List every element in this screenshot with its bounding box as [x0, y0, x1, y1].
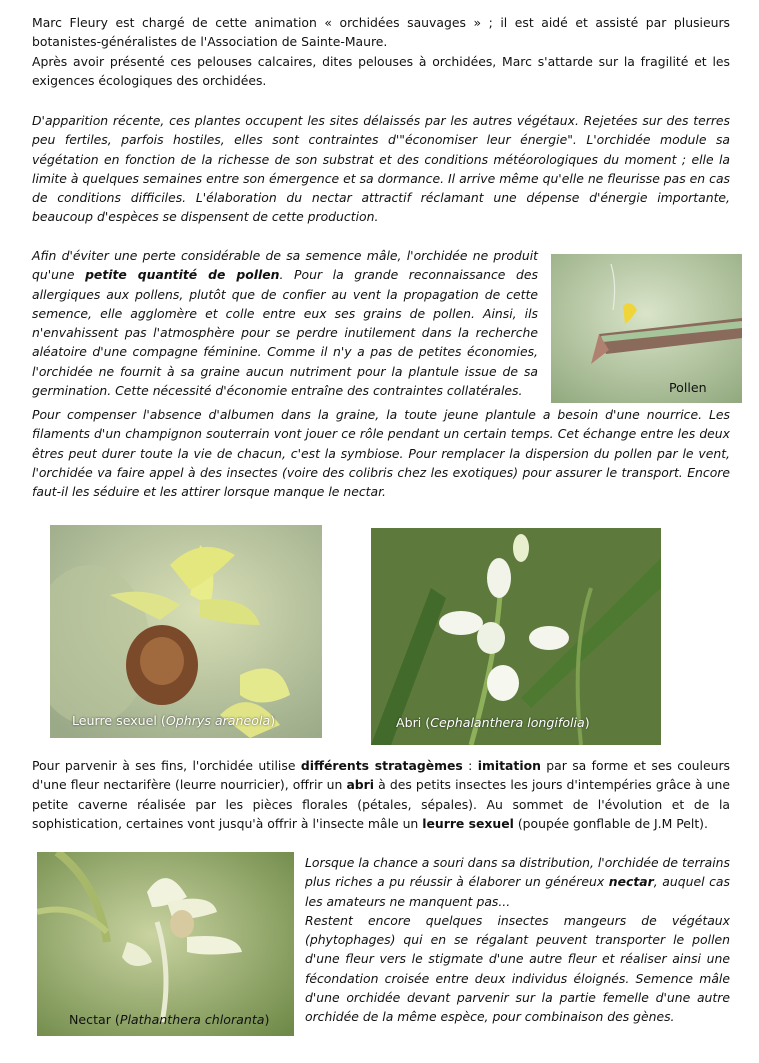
cephalanthera-photo — [371, 528, 661, 745]
pollen-emphasis: petite quantité de pollen — [85, 267, 280, 283]
platanthera-photo — [37, 852, 294, 1036]
pollen-photo — [551, 254, 742, 403]
apparition-paragraph: D'apparition récente, ces plantes occupent les sites délaissés par les autres végétaux. Rejetées sur des terres peu fertiles, parfois hostiles, elles sont contraintes d'"économiser leur énergie". L'orchidée module sa végétation en fonction de la richesse de son substrat et des conditions météorologiques du moment ; elle la limite à quelques semaines entre son émergence et sa dormance. Il arrive même qu'elle ne fleurisse pas en cas de conditions difficiles. L'élaboration du nectar attractif réclamant une dépense d'énergie importante, beaucoup d'espèces se dispensent de cette production. — [32, 113, 730, 225]
ophrys-photo — [50, 525, 322, 738]
platanthera-caption: Nectar (Plathanthera chloranta) — [69, 1012, 270, 1027]
pollen-paragraph-part1: Afin d'éviter une perte considérable de sa semence mâle, l'orchidée ne produit qu'une petite quantité de pollen. Pour la grande reconnaissance des allergiques aux pollens, plutôt que de confier au vent la propagation de cette semence, elle agglomère et colle entre eux ses grains de pollen. Ainsi, ils n'envahissent pas l'atmosphère pour se perdre inutilement dans la recherche aléatoire d'une compagne féminine. Comme il n'y a pas de petites économies, l'orchidée ne fournit à sa graine aucun nutriment pour la plantule issue de sa germination. Cette nécessité d'économie entraîne des contraintes collatérales. — [32, 248, 538, 399]
intro-line-2: Après avoir présenté ces pelouses calcaires, dites pelouses à orchidées, Marc s'attarde sur la fragilité et les exigences écologiques des orchidées. — [32, 53, 730, 88]
pollen-caption: Pollen — [669, 380, 707, 395]
cephalanthera-caption: Abri (Cephalanthera longifolia) — [396, 715, 590, 730]
intro-line-1: Marc Fleury est chargé de cette animation « orchidées sauvages » ; il est aidé et assisté par plusieurs botanistes-généralistes de l'Association de Sainte-Maure. — [32, 15, 730, 50]
ophrys-caption: Leurre sexuel (Ophrys araneola) — [72, 713, 276, 728]
intro-paragraph — [32, 13, 730, 90]
nectar-paragraph: Lorsque la chance a souri dans sa distribution, l'orchidée de terrains plus riches a pu réussir à élaborer un généreux nectar, auquel cas les amateurs ne manquent pas... Restent encore quelques insectes mangeurs de végétaux (phytophages) qui en se régalant peuvent transporter le pollen d'une fleur vers le stigmate d'une autre fleur et réaliser ainsi une fécondation croisée entre deux individus éloignés. Semence mâle d'une orchidée devant parvenir sur la partie femelle d'une autre orchidée de la même espèce, pour combinaison des gènes. — [305, 855, 730, 1025]
pollen-paragraph-part2: Pour compenser l'absence d'albumen dans la graine, la toute jeune plantule a besoin d'une nourrice. Les filaments d'un champignon souterrain vont jouer ce rôle pendant un certain temps. Cet échange entre les deux êtres peut durer toute la vie de chacun, c'est la symbiose. Pour remplacer la dispersion du pollen par le vent, l'orchidée va faire appel à des insectes (voire des colibris chez les exotiques) pour assurer le transport. Encore faut-il les séduire et les attirer lorsque manque le nectar. — [32, 407, 730, 500]
stratagems-paragraph: Pour parvenir à ses fins, l'orchidée utilise différents stratagèmes : imitation par sa forme et ses couleurs d'une fleur nectarifère (leurre nourricier), offrir un abri à des petits insectes les jours d'intempéries grâce à une petite caverne réalisée par les pièces florales (pétales, sépales). Au sommet de l'évolution et de la sophistication, certaines vont jusqu'à offrir à l'insecte mâle un leurre sexuel (poupée gonflable de J.M Pelt). — [32, 758, 730, 831]
